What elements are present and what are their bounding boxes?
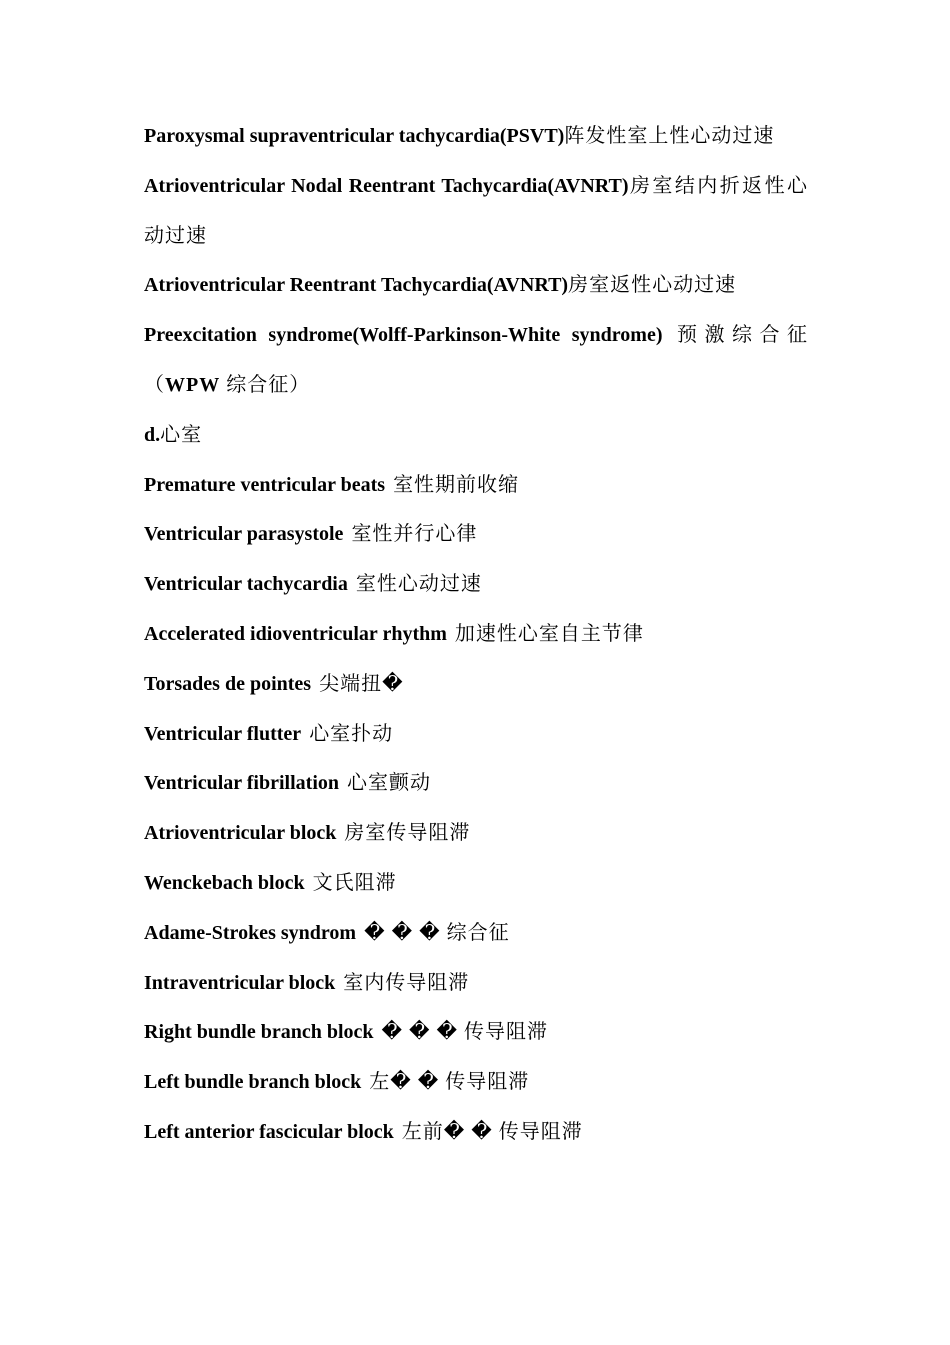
english-term: Adame-Strokes syndrom [144,921,357,944]
chinese-translation: 加速性心室自主节律 [454,622,644,645]
chinese-translation: 室性并行心律 [351,523,478,546]
english-term: Accelerated idioventricular rhythm [144,622,447,645]
english-term: Atrioventricular Reentrant Tachycardia(AVNRT) [144,274,569,297]
english-term: Torsades de pointes [144,672,312,695]
glossary-entry [144,461,808,511]
chinese-translation-pre: 预激综合征（ [144,324,808,396]
english-term: Atrioventricular Nodal Reentrant Tachycardia(AVNRT) [144,174,629,197]
glossary-entry [144,1008,808,1058]
section-heading [144,411,808,461]
glossary-entry [144,510,808,560]
glossary-entry [144,909,808,959]
chinese-translation: � � � 传导阻滞 [381,1021,549,1044]
glossary-entry [144,610,808,660]
glossary-entry [144,1058,808,1108]
glossary-entry [144,809,808,859]
glossary-entry [144,759,808,809]
english-term: Intraventricular block [144,971,336,994]
glossary-entry [144,311,808,411]
glossary-entry [144,710,808,760]
chinese-translation: 心室颤动 [347,772,431,795]
chinese-translation: 房室结内折返性心动过速 [144,174,809,247]
chinese-translation: 左� � 传导阻滞 [369,1071,530,1094]
chinese-translation: 文氏阻滞 [312,871,397,894]
english-term: Ventricular fibrillation [144,772,339,795]
english-term: Left bundle branch block [144,1071,362,1094]
chinese-translation: 阵发性室上性心动过速 [564,125,775,147]
glossary-entry [144,560,808,610]
english-term: Ventricular tachycardia [144,573,348,596]
chinese-translation: 尖端扭� [319,672,404,695]
english-term: Paroxysmal supraventricular tachycardia(PSVT) [144,125,565,147]
english-term: Premature ventricular beats [144,473,386,496]
chinese-translation-abbrev: WPW [165,373,221,396]
english-term: Ventricular parasystole [144,523,344,546]
english-term: Wenckebach block [144,871,305,894]
chinese-translation: 室性心动过速 [355,573,482,596]
english-term: Left anterior fascicular block [144,1120,394,1143]
glossary-entry [144,1108,808,1158]
english-term: Right bundle branch block [144,1021,374,1044]
glossary-entry [144,660,808,710]
glossary-entry [144,959,808,1009]
section-title: 心室 [160,423,203,446]
chinese-translation-post: 综合征） [220,373,311,396]
chinese-translation: 房室传导阻滞 [344,822,471,845]
glossary-entry [144,112,808,162]
chinese-translation: 心室扑动 [309,722,394,745]
glossary-entry [144,859,808,909]
chinese-translation: 房室返性心动过速 [568,274,737,297]
section-letter: d. [144,423,161,446]
english-term: Preexcitation syndrome(Wolff-Parkinson-White syndrome) [144,324,663,347]
english-term: Atrioventricular block [144,822,337,845]
chinese-translation: � � � 综合征 [364,921,510,944]
chinese-translation: 室性期前收缩 [393,473,520,496]
glossary-entry [144,261,808,311]
glossary-list [144,112,808,1158]
english-term: Ventricular flutter [144,722,302,745]
chinese-translation: 左前� � 传导阻滞 [401,1120,583,1143]
chinese-translation: 室内传导阻滞 [343,971,470,994]
glossary-entry [144,162,808,262]
